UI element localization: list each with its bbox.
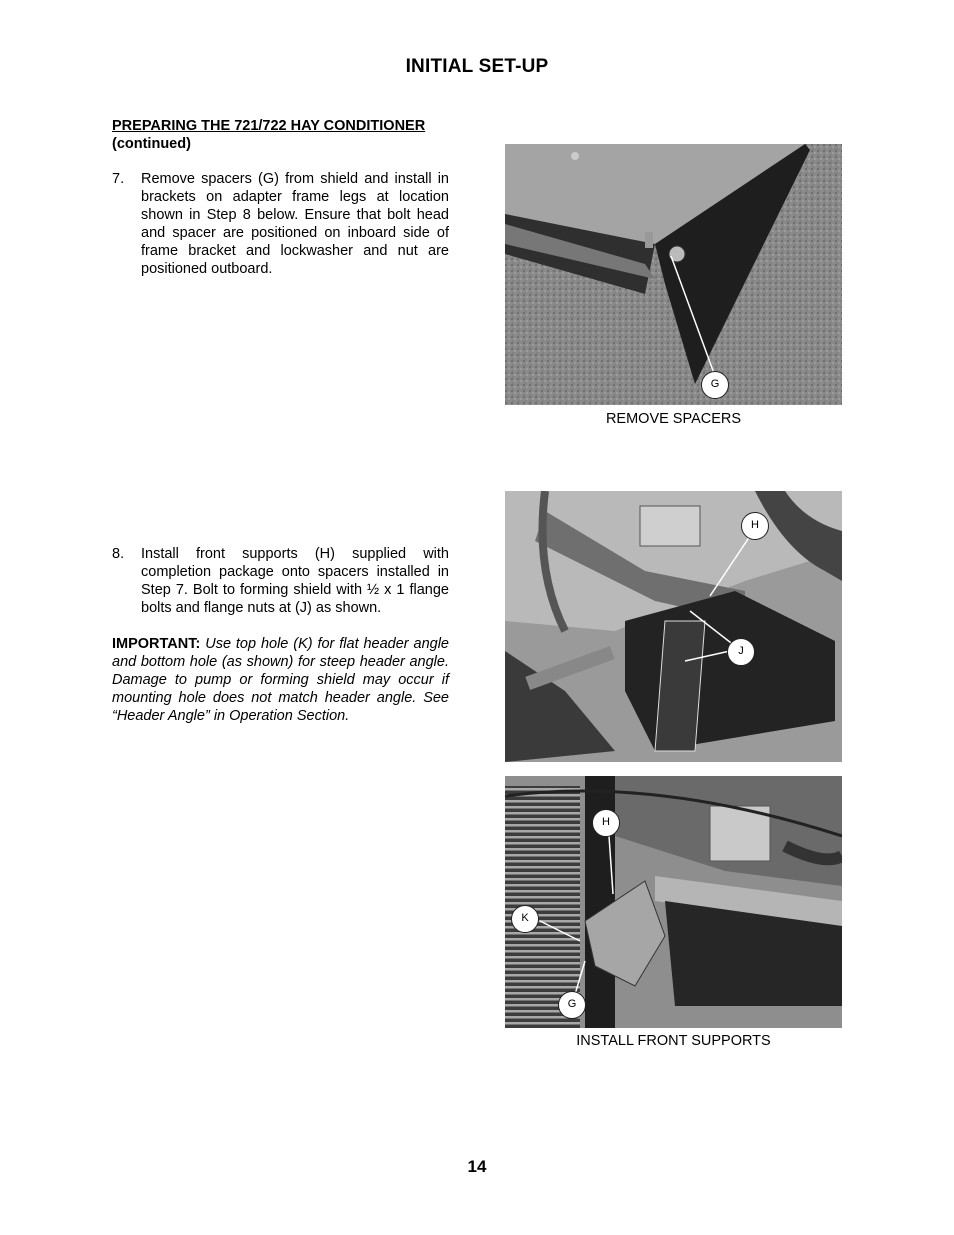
important-note: [112, 635, 449, 725]
page-number: 14: [467, 1157, 487, 1176]
caption-remove-spacers: REMOVE SPACERS: [605, 411, 742, 427]
section-heading: [112, 117, 452, 153]
photo-front-supports-2: [505, 776, 842, 1028]
photo-front-supports-1-image: [505, 491, 842, 762]
callout-h: H: [592, 809, 620, 837]
photo-remove-spacers-image: [505, 144, 842, 405]
step-text: Remove spacers (G) from shield and install in brackets on adapter frame legs at location shown in Step 8 below. Ensure that bolt head and spacer are positioned on inboard side of frame bracket and lockwasher and nut are positioned outboard.: [141, 171, 449, 277]
callout-j: J: [727, 638, 755, 666]
step-number: 7.: [112, 171, 125, 187]
callout-g: G: [558, 991, 586, 1019]
section-subtitle: (continued): [112, 136, 191, 152]
page-title: INITIAL SET-UP: [405, 56, 549, 77]
step-number: 8.: [112, 546, 125, 562]
callout-h: H: [741, 512, 769, 540]
important-text: Use top hole (K) for flat header angle and bottom hole (as shown) for steep header angle. Damage to pump or forming shield may occur if mounting hole does not match header angle. See “Header Angle” in Operation Section.: [112, 636, 449, 724]
photo-remove-spacers: [505, 144, 842, 405]
caption-install-front-supports: INSTALL FRONT SUPPORTS: [576, 1033, 771, 1049]
callout-k: K: [511, 905, 539, 933]
important-label: IMPORTANT:: [112, 636, 201, 652]
step-text: Install front supports (H) supplied with completion package onto spacers installed in Step 7. Bolt to forming shield with ½ x 1 flange bolts and flange nuts at (J) as shown.: [141, 546, 449, 616]
photo-front-supports-1: [505, 491, 842, 762]
callout-g: G: [701, 371, 729, 399]
step-8: [112, 545, 449, 617]
step-7: [112, 170, 449, 278]
section-title: PREPARING THE 721/722 HAY CONDITIONER: [112, 118, 426, 134]
photo-front-supports-2-image: [505, 776, 842, 1028]
